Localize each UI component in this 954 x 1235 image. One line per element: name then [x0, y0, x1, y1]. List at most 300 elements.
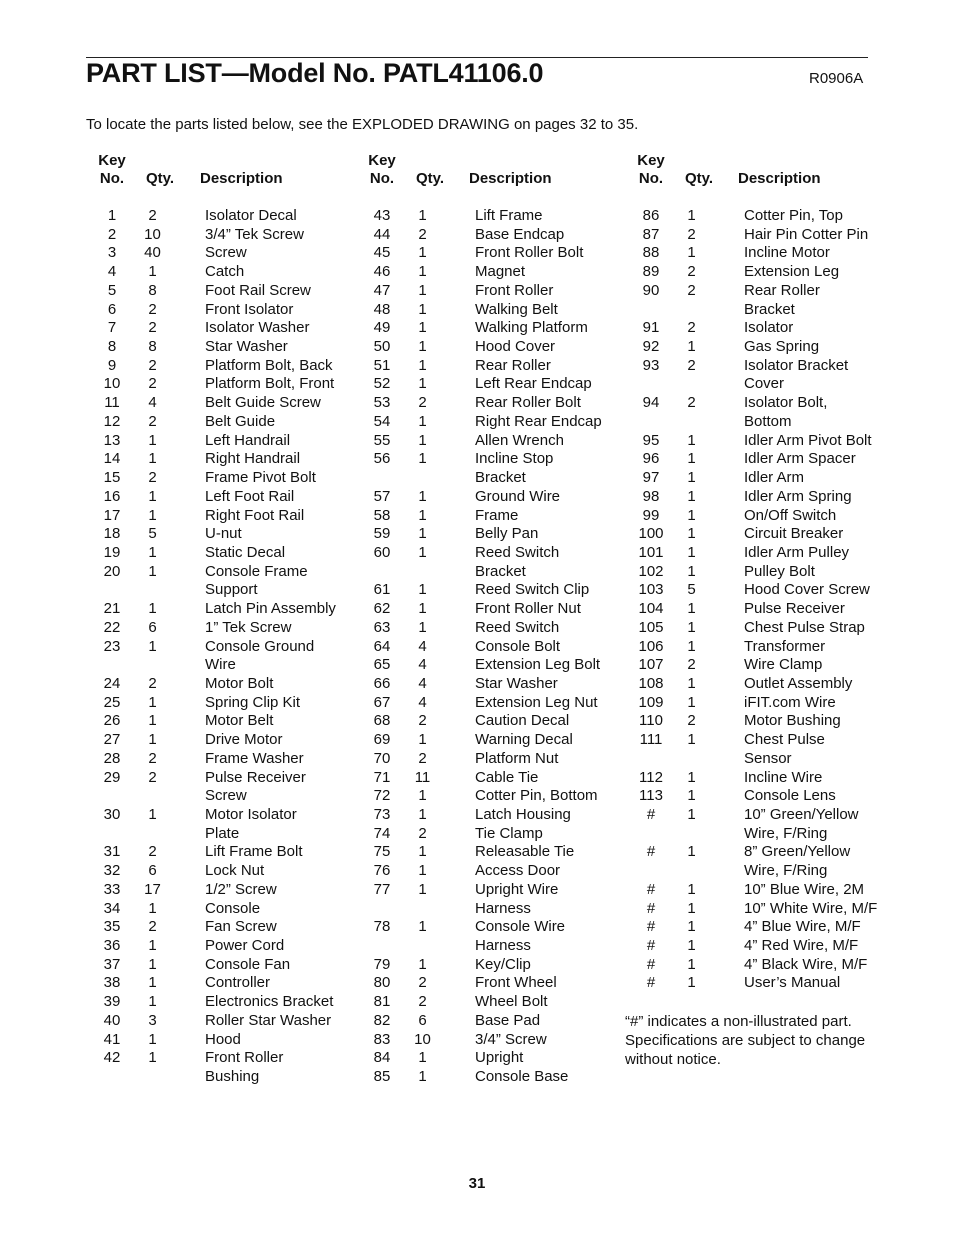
part-description: Console Frame [205, 562, 308, 580]
part-description: Extension Leg Nut [475, 693, 598, 711]
part-description: Transformer [744, 637, 826, 655]
part-key-no: 105 [638, 618, 664, 636]
part-qty: 2 [148, 674, 157, 692]
part-qty: 1 [687, 693, 696, 711]
part-qty: 2 [687, 225, 696, 243]
part-qty: 1 [418, 207, 427, 224]
part-key-no: 70 [373, 749, 391, 767]
part-key-no: 97 [642, 469, 660, 487]
part-key-no: 29 [103, 768, 121, 786]
part-key-no: 108 [638, 674, 664, 692]
part-qty: 1 [687, 207, 696, 224]
part-description: Console [205, 899, 261, 917]
part-description: Base Pad [475, 1011, 541, 1029]
part-description: Walking Platform [475, 319, 588, 337]
part-key-no: # [646, 937, 656, 955]
part-qty: 1 [418, 955, 427, 973]
part-key-no: 62 [373, 600, 391, 618]
part-key-no: # [646, 880, 656, 898]
part-description: Lift Frame [475, 207, 543, 224]
part-description: Hair Pin Cotter Pin [744, 225, 869, 243]
part-qty: 2 [148, 768, 157, 786]
part-qty: 1 [148, 693, 157, 711]
part-description: Screw [205, 244, 247, 262]
part-description: Belt Guide [205, 412, 276, 430]
part-qty: 1 [418, 244, 427, 262]
part-key-no: 78 [373, 918, 391, 936]
part-key-no: 79 [373, 955, 391, 973]
part-description: Front Roller Bolt [475, 244, 584, 262]
part-qty: 1 [418, 338, 427, 356]
part-qty: 2 [148, 375, 157, 393]
part-key-no: 27 [103, 731, 121, 749]
part-description: Support [205, 581, 258, 599]
part-key-no: 87 [642, 225, 660, 243]
part-key-no: 28 [103, 749, 121, 767]
part-description: Roller Star Washer [205, 1011, 332, 1029]
part-key-no: 17 [103, 506, 121, 524]
part-description: Rear Roller [475, 356, 551, 374]
part-key-no: 41 [103, 1030, 121, 1048]
part-description: Console Base [475, 1068, 569, 1086]
part-qty: 1 [148, 731, 157, 749]
part-key-no: 64 [373, 637, 391, 655]
part-description: Pulley Bolt [744, 562, 815, 580]
part-key-no: 101 [638, 543, 664, 561]
part-key-no: 90 [642, 281, 660, 299]
part-qty: 2 [148, 207, 157, 224]
part-key-no: 83 [373, 1030, 391, 1048]
part-key-no: # [646, 974, 656, 992]
part-description: Allen Wrench [475, 431, 564, 449]
part-key-no: 69 [373, 731, 391, 749]
part-key-no: 88 [642, 244, 660, 262]
part-description: Console Lens [744, 787, 836, 805]
part-key-no: 76 [373, 862, 391, 880]
part-qty: 5 [148, 525, 157, 543]
part-key-no: 74 [373, 824, 391, 842]
part-key-no: 47 [373, 281, 391, 299]
part-description: 10” White Wire, M/F [744, 899, 878, 917]
part-qty: 6 [418, 1011, 427, 1029]
part-description: Isolator Bracket [744, 356, 849, 374]
part-description: Cotter Pin, Top [744, 207, 843, 224]
part-key-no: 60 [373, 543, 391, 561]
document-code: R0906A [809, 70, 864, 87]
part-description: Right Foot Rail [205, 506, 305, 524]
part-qty: 2 [418, 974, 427, 992]
part-description: Lift Frame Bolt [205, 843, 303, 861]
part-qty: 1 [687, 562, 696, 580]
part-key-no: 109 [638, 693, 664, 711]
part-description: 1” Tek Screw [205, 618, 292, 636]
part-description: Isolator [744, 319, 794, 337]
part-key-no: 63 [373, 618, 391, 636]
part-description: Front Isolator [205, 300, 294, 318]
part-key-no: # [646, 843, 656, 861]
part-key-no: # [646, 918, 656, 936]
part-qty: 1 [148, 600, 157, 618]
part-qty: 1 [418, 787, 427, 805]
part-qty: 1 [148, 955, 157, 973]
part-description: Platform Bolt, Back [205, 356, 333, 374]
part-description: 10” Blue Wire, 2M [744, 880, 865, 898]
part-key-no: 14 [103, 450, 121, 468]
part-description: Latch Housing [475, 806, 571, 823]
part-description: 4” Red Wire, M/F [744, 937, 859, 955]
part-description: Latch Pin Assembly [205, 600, 336, 618]
part-key-no: 110 [639, 712, 663, 730]
part-description: Wire [205, 656, 236, 674]
part-qty: 1 [687, 487, 696, 505]
part-description: Idler Arm Pulley [744, 543, 850, 561]
part-key-no: 80 [373, 974, 391, 992]
part-key-no: 36 [103, 937, 121, 955]
part-description: Wheel Bolt [475, 993, 548, 1011]
part-qty: 4 [148, 394, 157, 412]
part-key-no: 45 [373, 244, 391, 262]
part-qty: 2 [687, 281, 696, 299]
part-qty: 1 [148, 431, 157, 449]
part-key-no: 18 [103, 525, 121, 543]
part-key-no: 59 [373, 525, 391, 543]
part-description: Reed Switch [475, 618, 560, 636]
part-qty: 1 [148, 993, 157, 1011]
key-no-header: Key No. [98, 152, 126, 187]
part-description: Console Bolt [475, 637, 561, 655]
part-description: Left Rear Endcap [475, 375, 592, 393]
part-key-no: 89 [642, 263, 660, 281]
page-number: 31 [468, 1175, 486, 1192]
part-qty: 1 [418, 506, 427, 524]
part-description: Circuit Breaker [744, 525, 844, 543]
part-key-no: 38 [103, 974, 121, 992]
part-description: Idler Arm Pivot Bolt [744, 431, 872, 449]
part-key-no: 54 [373, 412, 391, 430]
part-key-no: 24 [103, 674, 121, 692]
part-qty: 1 [687, 469, 696, 487]
part-qty: 1 [418, 581, 427, 599]
part-key-no: 15 [103, 469, 121, 487]
part-qty: 1 [687, 637, 696, 655]
part-qty: 1 [418, 319, 427, 337]
part-qty: 4 [418, 637, 427, 655]
part-qty: 1 [687, 431, 696, 449]
part-description: Console Ground [205, 637, 315, 655]
part-description: iFIT.com Wire [744, 693, 836, 711]
part-description: Power Cord [205, 937, 285, 955]
part-key-no: 12 [103, 412, 121, 430]
part-description: Key/Clip [475, 955, 531, 973]
part-qty: 11 [414, 768, 431, 786]
part-qty: 1 [687, 974, 696, 992]
part-qty: 1 [418, 412, 427, 430]
part-key-no: # [646, 899, 656, 917]
part-qty: 1 [148, 712, 157, 730]
part-description: Console Fan [205, 955, 291, 973]
part-description: Bracket [475, 469, 526, 487]
part-description: 10” Green/Yellow [744, 806, 859, 823]
part-qty: 2 [418, 993, 427, 1011]
part-key-no: 84 [373, 1049, 391, 1067]
part-key-no: # [646, 955, 656, 973]
part-qty: 1 [687, 899, 696, 917]
part-key-no: 6 [107, 300, 117, 318]
part-description: Wire, F/Ring [744, 862, 828, 880]
part-key-no: 81 [373, 993, 391, 1011]
part-qty: 2 [687, 263, 696, 281]
part-description: Rear Roller [744, 281, 820, 299]
part-description: Bottom [744, 412, 792, 430]
part-key-no: # [646, 806, 656, 823]
part-description: Gas Spring [744, 338, 820, 356]
part-description: Platform Bolt, Front [205, 375, 335, 393]
part-description: Cable Tie [475, 768, 539, 786]
part-description: Reed Switch Clip [475, 581, 590, 599]
part-key-no: 7 [107, 319, 117, 337]
part-qty: 2 [148, 319, 157, 337]
part-description: Magnet [475, 263, 526, 281]
part-qty: 1 [148, 899, 157, 917]
part-key-no: 5 [107, 281, 117, 299]
part-qty: 2 [418, 712, 427, 730]
part-qty: 1 [148, 263, 157, 281]
part-key-no: 92 [642, 338, 660, 356]
part-description: Front Roller [475, 281, 554, 299]
part-qty: 1 [148, 1049, 157, 1067]
part-qty: 5 [687, 581, 696, 599]
part-qty: 2 [148, 300, 157, 318]
part-key-no: 56 [373, 450, 391, 468]
part-qty: 6 [148, 618, 157, 636]
part-qty: 1 [418, 618, 427, 636]
part-description: Pulse Receiver [744, 600, 845, 618]
part-qty: 2 [148, 843, 157, 861]
part-description: Spring Clip Kit [205, 693, 301, 711]
part-key-no: 22 [103, 618, 121, 636]
part-qty: 6 [148, 862, 157, 880]
part-qty: 1 [687, 244, 696, 262]
part-key-no: 2 [107, 225, 117, 243]
part-description: Chest Pulse [744, 731, 825, 749]
part-qty: 1 [148, 450, 157, 468]
part-description: Static Decal [205, 543, 286, 561]
part-key-no: 71 [373, 768, 391, 786]
part-description: Upright [475, 1049, 524, 1067]
part-qty: 8 [148, 281, 157, 299]
part-key-no: 48 [373, 300, 391, 318]
part-qty: 1 [148, 543, 157, 561]
part-key-no: 8 [107, 338, 117, 356]
part-qty: 1 [418, 281, 427, 299]
part-key-no: 35 [103, 918, 121, 936]
part-qty: 10 [414, 1030, 431, 1048]
part-qty: 2 [148, 356, 157, 374]
part-key-no: 82 [373, 1011, 391, 1029]
part-description: 8” Green/Yellow [744, 843, 851, 861]
part-description: Bracket [475, 562, 526, 580]
part-key-no: 43 [373, 207, 391, 224]
part-description: Electronics Bracket [205, 993, 334, 1011]
description-header: Description [738, 170, 821, 187]
part-key-no: 30 [103, 806, 121, 823]
part-qty: 1 [418, 1068, 427, 1086]
part-qty: 1 [418, 487, 427, 505]
part-description: Warning Decal [475, 731, 573, 749]
footnote: “#” indicates a non-illustrated part. Specifications are subject to change without notice. [625, 1013, 866, 1068]
part-qty: 2 [418, 394, 427, 412]
part-description: Wire, F/Ring [744, 824, 828, 842]
qty-header: Qty. [685, 170, 714, 187]
part-qty: 1 [687, 506, 696, 524]
part-key-no: 51 [373, 356, 391, 374]
part-qty: 2 [687, 712, 696, 730]
part-key-no: 49 [373, 319, 391, 337]
part-qty: 1 [687, 525, 696, 543]
part-description: Outlet Assembly [744, 674, 853, 692]
part-key-no: 103 [638, 581, 664, 599]
part-description: Rear Roller Bolt [475, 394, 581, 412]
part-description: Controller [205, 974, 271, 992]
part-key-no: 32 [103, 862, 121, 880]
part-description: Harness [475, 937, 531, 955]
part-key-no: 55 [373, 431, 391, 449]
part-key-no: 31 [103, 843, 121, 861]
part-description: Lock Nut [205, 862, 265, 880]
part-key-no: 99 [642, 506, 660, 524]
part-description: Cover [744, 375, 785, 393]
part-qty: 2 [687, 656, 696, 674]
part-key-no: 75 [373, 843, 391, 861]
part-qty: 1 [418, 1049, 427, 1067]
key-no-header: Key No. [637, 152, 665, 187]
part-description: Motor Belt [205, 712, 274, 730]
part-qty: 1 [687, 937, 696, 955]
part-description: Screw [205, 787, 247, 805]
part-qty: 1 [148, 562, 157, 580]
part-qty: 1 [418, 431, 427, 449]
part-description: Incline Wire [744, 768, 823, 786]
part-qty: 1 [418, 918, 427, 936]
part-key-no: 67 [373, 693, 391, 711]
part-key-no: 42 [103, 1049, 121, 1067]
part-key-no: 44 [373, 225, 391, 243]
part-description: Isolator Decal [205, 207, 297, 224]
qty-header: Qty. [146, 170, 175, 187]
part-qty: 1 [687, 787, 696, 805]
part-qty: 2 [148, 412, 157, 430]
part-description: Platform Nut [475, 749, 559, 767]
part-description: Sensor [744, 749, 792, 767]
part-key-no: 33 [103, 880, 121, 898]
part-qty: 1 [418, 356, 427, 374]
part-qty: 1 [687, 674, 696, 692]
part-key-no: 111 [639, 731, 663, 749]
part-description: Star Washer [205, 338, 288, 356]
part-key-no: 113 [639, 787, 663, 805]
part-description: Frame Pivot Bolt [205, 469, 316, 487]
part-key-no: 23 [103, 637, 121, 655]
part-description: Idler Arm Spacer [744, 450, 856, 468]
intro-text: To locate the parts listed below, see the EXPLODED DRAWING on pages 32 to 35. [86, 116, 639, 133]
part-qty: 1 [148, 637, 157, 655]
part-qty: 2 [148, 749, 157, 767]
part-description: Access Door [475, 862, 561, 880]
part-qty: 1 [687, 338, 696, 356]
part-key-no: 91 [642, 319, 660, 337]
part-description: 3/4” Tek Screw [205, 225, 304, 243]
part-qty: 1 [148, 974, 157, 992]
part-description: Upright Wire [475, 880, 559, 898]
part-description: Incline Motor [744, 244, 830, 262]
part-description: Idler Arm Spring [744, 487, 852, 505]
part-key-no: 11 [104, 394, 120, 412]
part-key-no: 107 [638, 656, 664, 674]
part-key-no: 106 [638, 637, 664, 655]
part-key-no: 104 [638, 600, 664, 618]
part-description: Belly Pan [475, 525, 539, 543]
part-qty: 1 [418, 543, 427, 561]
part-description: Fan Screw [205, 918, 277, 936]
part-qty: 8 [148, 338, 157, 356]
part-qty: 1 [687, 618, 696, 636]
part-description: Frame [475, 506, 519, 524]
part-description: 4” Blue Wire, M/F [744, 918, 861, 936]
part-key-no: 73 [373, 806, 391, 823]
part-qty: 1 [418, 600, 427, 618]
part-qty: 1 [418, 525, 427, 543]
part-key-no: 53 [373, 394, 391, 412]
part-description: Left Foot Rail [205, 487, 295, 505]
part-key-no: 102 [638, 562, 664, 580]
part-qty: 1 [148, 937, 157, 955]
part-qty: 1 [687, 843, 696, 861]
part-key-no: 94 [642, 394, 660, 412]
part-description: Right Handrail [205, 450, 301, 468]
part-qty: 1 [418, 731, 427, 749]
part-description: Console Wire [475, 918, 566, 936]
part-description: Front Roller Nut [475, 600, 581, 618]
part-key-no: 66 [373, 674, 391, 692]
description-header: Description [200, 170, 283, 187]
part-qty: 1 [418, 806, 427, 823]
part-key-no: 50 [373, 338, 391, 356]
part-qty: 4 [418, 693, 427, 711]
part-description: U-nut [205, 525, 242, 543]
part-qty: 17 [144, 880, 161, 898]
part-description: Wire Clamp [744, 656, 823, 674]
part-description: Releasable Tie [475, 843, 575, 861]
part-key-no: 39 [103, 993, 121, 1011]
part-key-no: 20 [103, 562, 121, 580]
part-qty: 1 [687, 806, 696, 823]
part-key-no: 77 [373, 880, 391, 898]
part-key-no: 86 [642, 207, 660, 224]
part-description: Caution Decal [475, 712, 570, 730]
part-qty: 1 [687, 450, 696, 468]
part-qty: 1 [418, 375, 427, 393]
part-description: On/Off Switch [744, 506, 837, 524]
part-key-no: 93 [642, 356, 660, 374]
part-description: Idler Arm [744, 469, 805, 487]
part-description: Hood [205, 1030, 241, 1048]
part-key-no: 95 [642, 431, 660, 449]
part-qty: 1 [687, 768, 696, 786]
part-description: Extension Leg [744, 263, 840, 281]
key-no-header: Key No. [368, 152, 396, 187]
part-key-no: 4 [107, 263, 117, 281]
part-description: 4” Black Wire, M/F [744, 955, 868, 973]
